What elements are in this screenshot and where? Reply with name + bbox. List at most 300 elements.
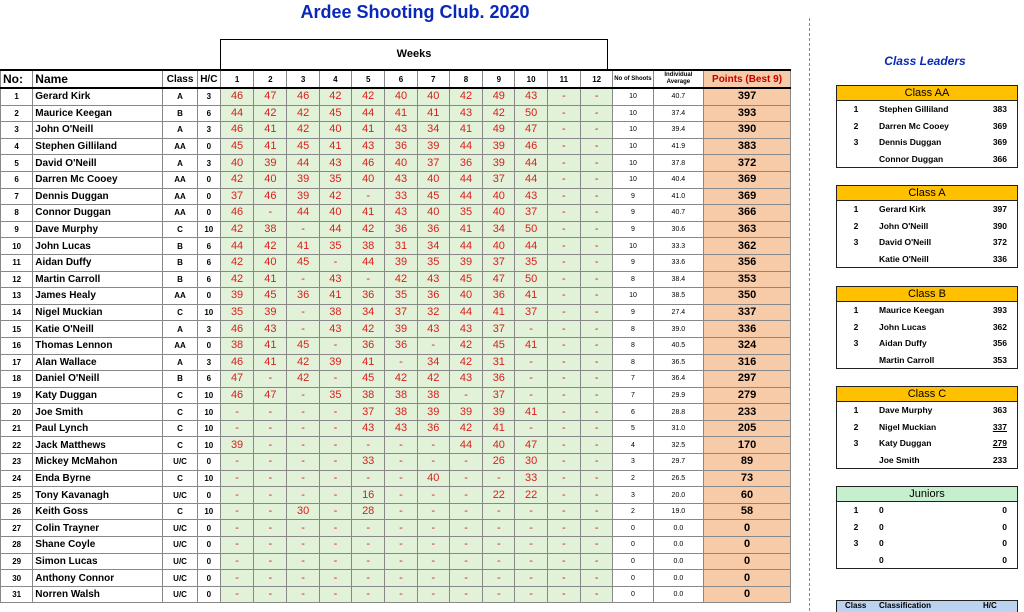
shooter-handicap: 10 <box>197 387 220 404</box>
week-score: 42 <box>385 371 417 388</box>
table-row <box>1 537 791 554</box>
week-score: - <box>547 205 580 222</box>
shooter-name: Dennis Duggan <box>33 188 163 205</box>
shooter-class: AA <box>163 188 197 205</box>
row-number: 27 <box>1 520 33 537</box>
week-score: 41 <box>449 122 482 139</box>
leader-rank: 3 <box>853 538 859 548</box>
col-header-week-2: 2 <box>254 70 287 88</box>
week-score: 47 <box>515 437 547 454</box>
week-score: - <box>254 553 287 570</box>
classification-strip <box>836 600 1018 612</box>
col-header-no: No: <box>1 70 33 88</box>
leader-rank: 1 <box>853 505 859 515</box>
leader-row <box>837 335 1017 352</box>
shooter-class: C <box>163 221 197 238</box>
shooter-name: Keith Goss <box>33 503 163 520</box>
week-score: 46 <box>220 354 253 371</box>
week-score: 42 <box>287 371 319 388</box>
week-score: 40 <box>254 254 287 271</box>
week-score: 26 <box>483 454 515 471</box>
week-score: - <box>254 371 287 388</box>
shooter-name: Dave Murphy <box>33 221 163 238</box>
week-score: - <box>385 487 417 504</box>
week-score: 39 <box>254 155 287 172</box>
week-score: - <box>547 155 580 172</box>
week-score: 38 <box>385 404 417 421</box>
week-score: 41 <box>483 420 515 437</box>
row-number: 29 <box>1 553 33 570</box>
week-score: 39 <box>287 171 319 188</box>
week-score: 45 <box>254 288 287 305</box>
shooter-class: AA <box>163 288 197 305</box>
week-score: 40 <box>254 171 287 188</box>
week-score: 45 <box>352 371 385 388</box>
week-score: 40 <box>417 171 449 188</box>
shooter-class: U/C <box>163 553 197 570</box>
shoots-count: 3 <box>613 454 653 471</box>
shooter-name: Maurice Keegan <box>33 105 163 122</box>
table-row <box>1 205 791 222</box>
leader-rank: 1 <box>853 405 859 415</box>
shooter-class: A <box>163 88 197 105</box>
shoots-count: 10 <box>613 171 653 188</box>
week-score: 45 <box>287 138 319 155</box>
week-score: - <box>547 321 580 338</box>
week-score: 32 <box>417 304 449 321</box>
week-score: - <box>287 553 319 570</box>
week-score: - <box>319 586 351 603</box>
week-score: 42 <box>220 221 253 238</box>
row-number: 19 <box>1 387 33 404</box>
week-score: 36 <box>483 371 515 388</box>
week-score: 40 <box>483 205 515 222</box>
individual-average: 39.4 <box>653 122 703 139</box>
week-score: 40 <box>417 205 449 222</box>
shoots-count: 10 <box>613 155 653 172</box>
week-score: - <box>547 487 580 504</box>
week-score: - <box>220 420 253 437</box>
row-number: 10 <box>1 238 33 255</box>
col-header-week-7: 7 <box>417 70 449 88</box>
week-score: - <box>220 404 253 421</box>
week-score: 35 <box>385 288 417 305</box>
week-score: - <box>581 271 613 288</box>
week-score: - <box>581 437 613 454</box>
week-score: - <box>385 570 417 587</box>
week-score: 42 <box>417 371 449 388</box>
points-best-9: 297 <box>704 371 791 388</box>
shooter-class: A <box>163 122 197 139</box>
leader-box-class-c <box>836 386 1018 469</box>
week-score: - <box>385 470 417 487</box>
individual-average: 36.5 <box>653 354 703 371</box>
table-row <box>1 122 791 139</box>
col-header-week-5: 5 <box>352 70 385 88</box>
shooter-class: U/C <box>163 586 197 603</box>
week-score: 44 <box>449 304 482 321</box>
week-score: - <box>417 337 449 354</box>
row-number: 5 <box>1 155 33 172</box>
shooter-name: Paul Lynch <box>33 420 163 437</box>
week-score: - <box>581 420 613 437</box>
week-score: - <box>547 354 580 371</box>
week-score: 43 <box>352 138 385 155</box>
week-score: 43 <box>417 271 449 288</box>
col-header-week-6: 6 <box>385 70 417 88</box>
week-score: 37 <box>515 304 547 321</box>
shoots-count: 0 <box>613 570 653 587</box>
col-header-hc: H/C <box>197 70 220 88</box>
individual-average: 0.0 <box>653 570 703 587</box>
col-header-week-11: 11 <box>547 70 580 88</box>
shooter-handicap: 0 <box>197 570 220 587</box>
week-score: - <box>220 503 253 520</box>
shooter-class: C <box>163 404 197 421</box>
week-score: - <box>352 437 385 454</box>
week-score: 39 <box>483 155 515 172</box>
shooter-handicap: 0 <box>197 537 220 554</box>
table-row <box>1 271 791 288</box>
week-score: 41 <box>515 288 547 305</box>
shoots-count: 9 <box>613 188 653 205</box>
week-score: 46 <box>352 155 385 172</box>
points-best-9: 205 <box>704 420 791 437</box>
row-number: 4 <box>1 138 33 155</box>
shooter-class: AA <box>163 171 197 188</box>
individual-average: 31.0 <box>653 420 703 437</box>
week-score: - <box>581 122 613 139</box>
week-score: 38 <box>385 387 417 404</box>
week-score: 44 <box>449 138 482 155</box>
week-score: - <box>287 586 319 603</box>
week-score: 43 <box>515 188 547 205</box>
shooter-handicap: 0 <box>197 487 220 504</box>
week-score: 16 <box>352 487 385 504</box>
week-score: 44 <box>515 238 547 255</box>
shooter-handicap: 0 <box>197 188 220 205</box>
shooter-handicap: 6 <box>197 238 220 255</box>
week-score: - <box>319 371 351 388</box>
week-score: 42 <box>449 354 482 371</box>
week-score: 44 <box>449 188 482 205</box>
individual-average: 38.5 <box>653 288 703 305</box>
week-score: - <box>385 537 417 554</box>
row-number: 24 <box>1 470 33 487</box>
points-best-9: 350 <box>704 288 791 305</box>
leader-score: 397 <box>992 204 1007 214</box>
shoots-count: 10 <box>613 122 653 139</box>
week-score: - <box>352 537 385 554</box>
points-best-9: 366 <box>704 205 791 222</box>
week-score: - <box>385 454 417 471</box>
week-score: 43 <box>319 271 351 288</box>
leader-rank: 2 <box>853 321 859 332</box>
week-score: 42 <box>385 271 417 288</box>
week-score: 34 <box>483 221 515 238</box>
week-score: 41 <box>352 205 385 222</box>
leader-row <box>837 435 1017 452</box>
shooter-class: U/C <box>163 487 197 504</box>
week-score: - <box>220 553 253 570</box>
leader-row <box>837 552 1017 569</box>
week-score: - <box>319 404 351 421</box>
leader-row <box>837 302 1017 319</box>
week-score: 40 <box>319 205 351 222</box>
leader-score: 366 <box>992 153 1007 164</box>
individual-average: 27.4 <box>653 304 703 321</box>
leader-score: 383 <box>992 104 1007 114</box>
leader-score: 0 <box>1002 521 1007 532</box>
week-score: - <box>319 537 351 554</box>
week-score: 30 <box>287 503 319 520</box>
week-score: 45 <box>319 105 351 122</box>
week-score: 43 <box>449 105 482 122</box>
leader-box-title: Class B <box>837 287 1017 302</box>
week-score: - <box>449 537 482 554</box>
individual-average: 41.9 <box>653 138 703 155</box>
shoots-count: 0 <box>613 586 653 603</box>
week-score: - <box>449 387 482 404</box>
week-score: - <box>287 271 319 288</box>
week-score: 43 <box>319 321 351 338</box>
week-score: - <box>287 520 319 537</box>
week-score: - <box>547 337 580 354</box>
week-score: - <box>220 487 253 504</box>
shooter-class: A <box>163 321 197 338</box>
shoots-count: 7 <box>613 371 653 388</box>
table-row <box>1 520 791 537</box>
shooter-name: Simon Lucas <box>33 553 163 570</box>
week-score: 46 <box>515 138 547 155</box>
class-leaders-heading: Class Leaders <box>884 54 966 68</box>
row-number: 7 <box>1 188 33 205</box>
table-row <box>1 288 791 305</box>
shoots-count: 5 <box>613 420 653 437</box>
table-row <box>1 586 791 603</box>
week-score: 46 <box>220 387 253 404</box>
week-score: - <box>547 304 580 321</box>
week-score: - <box>547 586 580 603</box>
week-score: 37 <box>385 304 417 321</box>
week-score: 42 <box>220 171 253 188</box>
week-score: - <box>547 221 580 238</box>
week-score: - <box>547 254 580 271</box>
table-row <box>1 238 791 255</box>
shoots-count: 10 <box>613 288 653 305</box>
table-row <box>1 553 791 570</box>
week-score: - <box>385 553 417 570</box>
row-number: 21 <box>1 420 33 437</box>
week-score: - <box>581 138 613 155</box>
week-score: 42 <box>319 88 351 105</box>
shoots-count: 0 <box>613 520 653 537</box>
week-score: - <box>319 503 351 520</box>
row-number: 25 <box>1 487 33 504</box>
shooter-class: B <box>163 105 197 122</box>
week-score: 39 <box>449 254 482 271</box>
leader-box-title: Class C <box>837 387 1017 402</box>
week-score: - <box>581 354 613 371</box>
week-score: 35 <box>319 238 351 255</box>
week-score: 34 <box>417 354 449 371</box>
week-score: - <box>449 586 482 603</box>
week-score: 38 <box>254 221 287 238</box>
scores-table <box>0 69 791 603</box>
week-score: - <box>352 553 385 570</box>
week-score: - <box>483 537 515 554</box>
week-score: 41 <box>515 404 547 421</box>
week-score: 45 <box>220 138 253 155</box>
week-score: - <box>385 586 417 603</box>
shooter-class: C <box>163 304 197 321</box>
week-score: - <box>547 387 580 404</box>
week-score: 39 <box>449 404 482 421</box>
week-score: 42 <box>449 420 482 437</box>
shooter-name: Connor Duggan <box>33 205 163 222</box>
points-best-9: 353 <box>704 271 791 288</box>
shooter-handicap: 6 <box>197 271 220 288</box>
row-number: 20 <box>1 404 33 421</box>
shooter-name: Daniel O'Neill <box>33 371 163 388</box>
week-score: - <box>547 371 580 388</box>
shoots-count: 10 <box>613 105 653 122</box>
week-score: 44 <box>319 221 351 238</box>
leader-name: David O'Neill <box>879 237 932 247</box>
points-best-9: 0 <box>704 520 791 537</box>
leader-box-class-aa <box>836 85 1018 168</box>
week-score: - <box>581 503 613 520</box>
week-score: - <box>417 553 449 570</box>
week-score: - <box>515 321 547 338</box>
week-score: 42 <box>449 337 482 354</box>
week-score: 47 <box>483 271 515 288</box>
shoots-count: 9 <box>613 221 653 238</box>
week-score: 46 <box>220 321 253 338</box>
week-score: 39 <box>220 437 253 454</box>
week-score: 42 <box>220 271 253 288</box>
shoots-count: 8 <box>613 337 653 354</box>
week-score: - <box>417 586 449 603</box>
week-score: - <box>581 288 613 305</box>
week-score: 39 <box>287 188 319 205</box>
week-score: 41 <box>287 238 319 255</box>
week-score: 43 <box>449 321 482 338</box>
week-score: - <box>385 520 417 537</box>
week-score: 39 <box>385 321 417 338</box>
week-score: 42 <box>352 88 385 105</box>
shoots-count: 8 <box>613 354 653 371</box>
leader-rank: 1 <box>853 204 859 214</box>
week-score: - <box>581 254 613 271</box>
table-row <box>1 254 791 271</box>
shooter-handicap: 10 <box>197 221 220 238</box>
shooter-name: Colin Trayner <box>33 520 163 537</box>
table-row <box>1 155 791 172</box>
week-score: 35 <box>220 304 253 321</box>
table-row <box>1 404 791 421</box>
individual-average: 37.8 <box>653 155 703 172</box>
shooter-name: Katy Duggan <box>33 387 163 404</box>
week-score: 44 <box>515 171 547 188</box>
shooter-name: Enda Byrne <box>33 470 163 487</box>
week-score: 35 <box>515 254 547 271</box>
week-score: 40 <box>483 188 515 205</box>
week-score: 47 <box>220 371 253 388</box>
week-score: 39 <box>417 404 449 421</box>
shoots-count: 10 <box>613 138 653 155</box>
week-score: - <box>220 470 253 487</box>
week-score: 38 <box>220 337 253 354</box>
week-score: 50 <box>515 105 547 122</box>
individual-average: 38.4 <box>653 271 703 288</box>
shooter-handicap: 0 <box>197 586 220 603</box>
shooter-handicap: 0 <box>197 337 220 354</box>
leader-row <box>837 234 1017 251</box>
shoots-count: 8 <box>613 271 653 288</box>
week-score: - <box>581 205 613 222</box>
week-score: - <box>581 537 613 554</box>
week-score: 33 <box>515 470 547 487</box>
leader-row <box>837 251 1017 268</box>
week-score: 44 <box>287 155 319 172</box>
leader-row <box>837 419 1017 436</box>
week-score: - <box>483 503 515 520</box>
table-header-row <box>1 70 791 88</box>
leader-row <box>837 201 1017 218</box>
week-score: 46 <box>287 88 319 105</box>
week-score: - <box>515 387 547 404</box>
week-score: - <box>547 171 580 188</box>
table-row <box>1 171 791 188</box>
week-score: - <box>547 122 580 139</box>
shooter-class: B <box>163 254 197 271</box>
week-score: - <box>581 188 613 205</box>
week-score: - <box>417 520 449 537</box>
week-score: - <box>287 454 319 471</box>
week-score: 40 <box>417 88 449 105</box>
shooter-handicap: 0 <box>197 454 220 471</box>
week-score: 38 <box>352 238 385 255</box>
individual-average: 19.0 <box>653 503 703 520</box>
week-score: 36 <box>385 337 417 354</box>
shooter-class: C <box>163 437 197 454</box>
leader-box-title: Class AA <box>837 86 1017 101</box>
week-score: - <box>254 503 287 520</box>
points-best-9: 0 <box>704 586 791 603</box>
leader-row <box>837 352 1017 369</box>
row-number: 11 <box>1 254 33 271</box>
points-best-9: 336 <box>704 321 791 338</box>
row-number: 14 <box>1 304 33 321</box>
week-score: 41 <box>449 221 482 238</box>
table-row <box>1 420 791 437</box>
week-score: - <box>287 487 319 504</box>
weeks-label: Weeks <box>396 48 432 60</box>
shooter-class: U/C <box>163 537 197 554</box>
individual-average: 40.7 <box>653 88 703 105</box>
week-score: - <box>287 470 319 487</box>
week-score: 45 <box>417 188 449 205</box>
week-score: 40 <box>483 238 515 255</box>
shoots-count: 2 <box>613 503 653 520</box>
leader-row <box>837 535 1017 552</box>
week-score: - <box>515 586 547 603</box>
week-score: - <box>581 586 613 603</box>
col-header-points: Points (Best 9) <box>704 70 791 88</box>
leader-row <box>837 502 1017 519</box>
week-score: - <box>581 470 613 487</box>
